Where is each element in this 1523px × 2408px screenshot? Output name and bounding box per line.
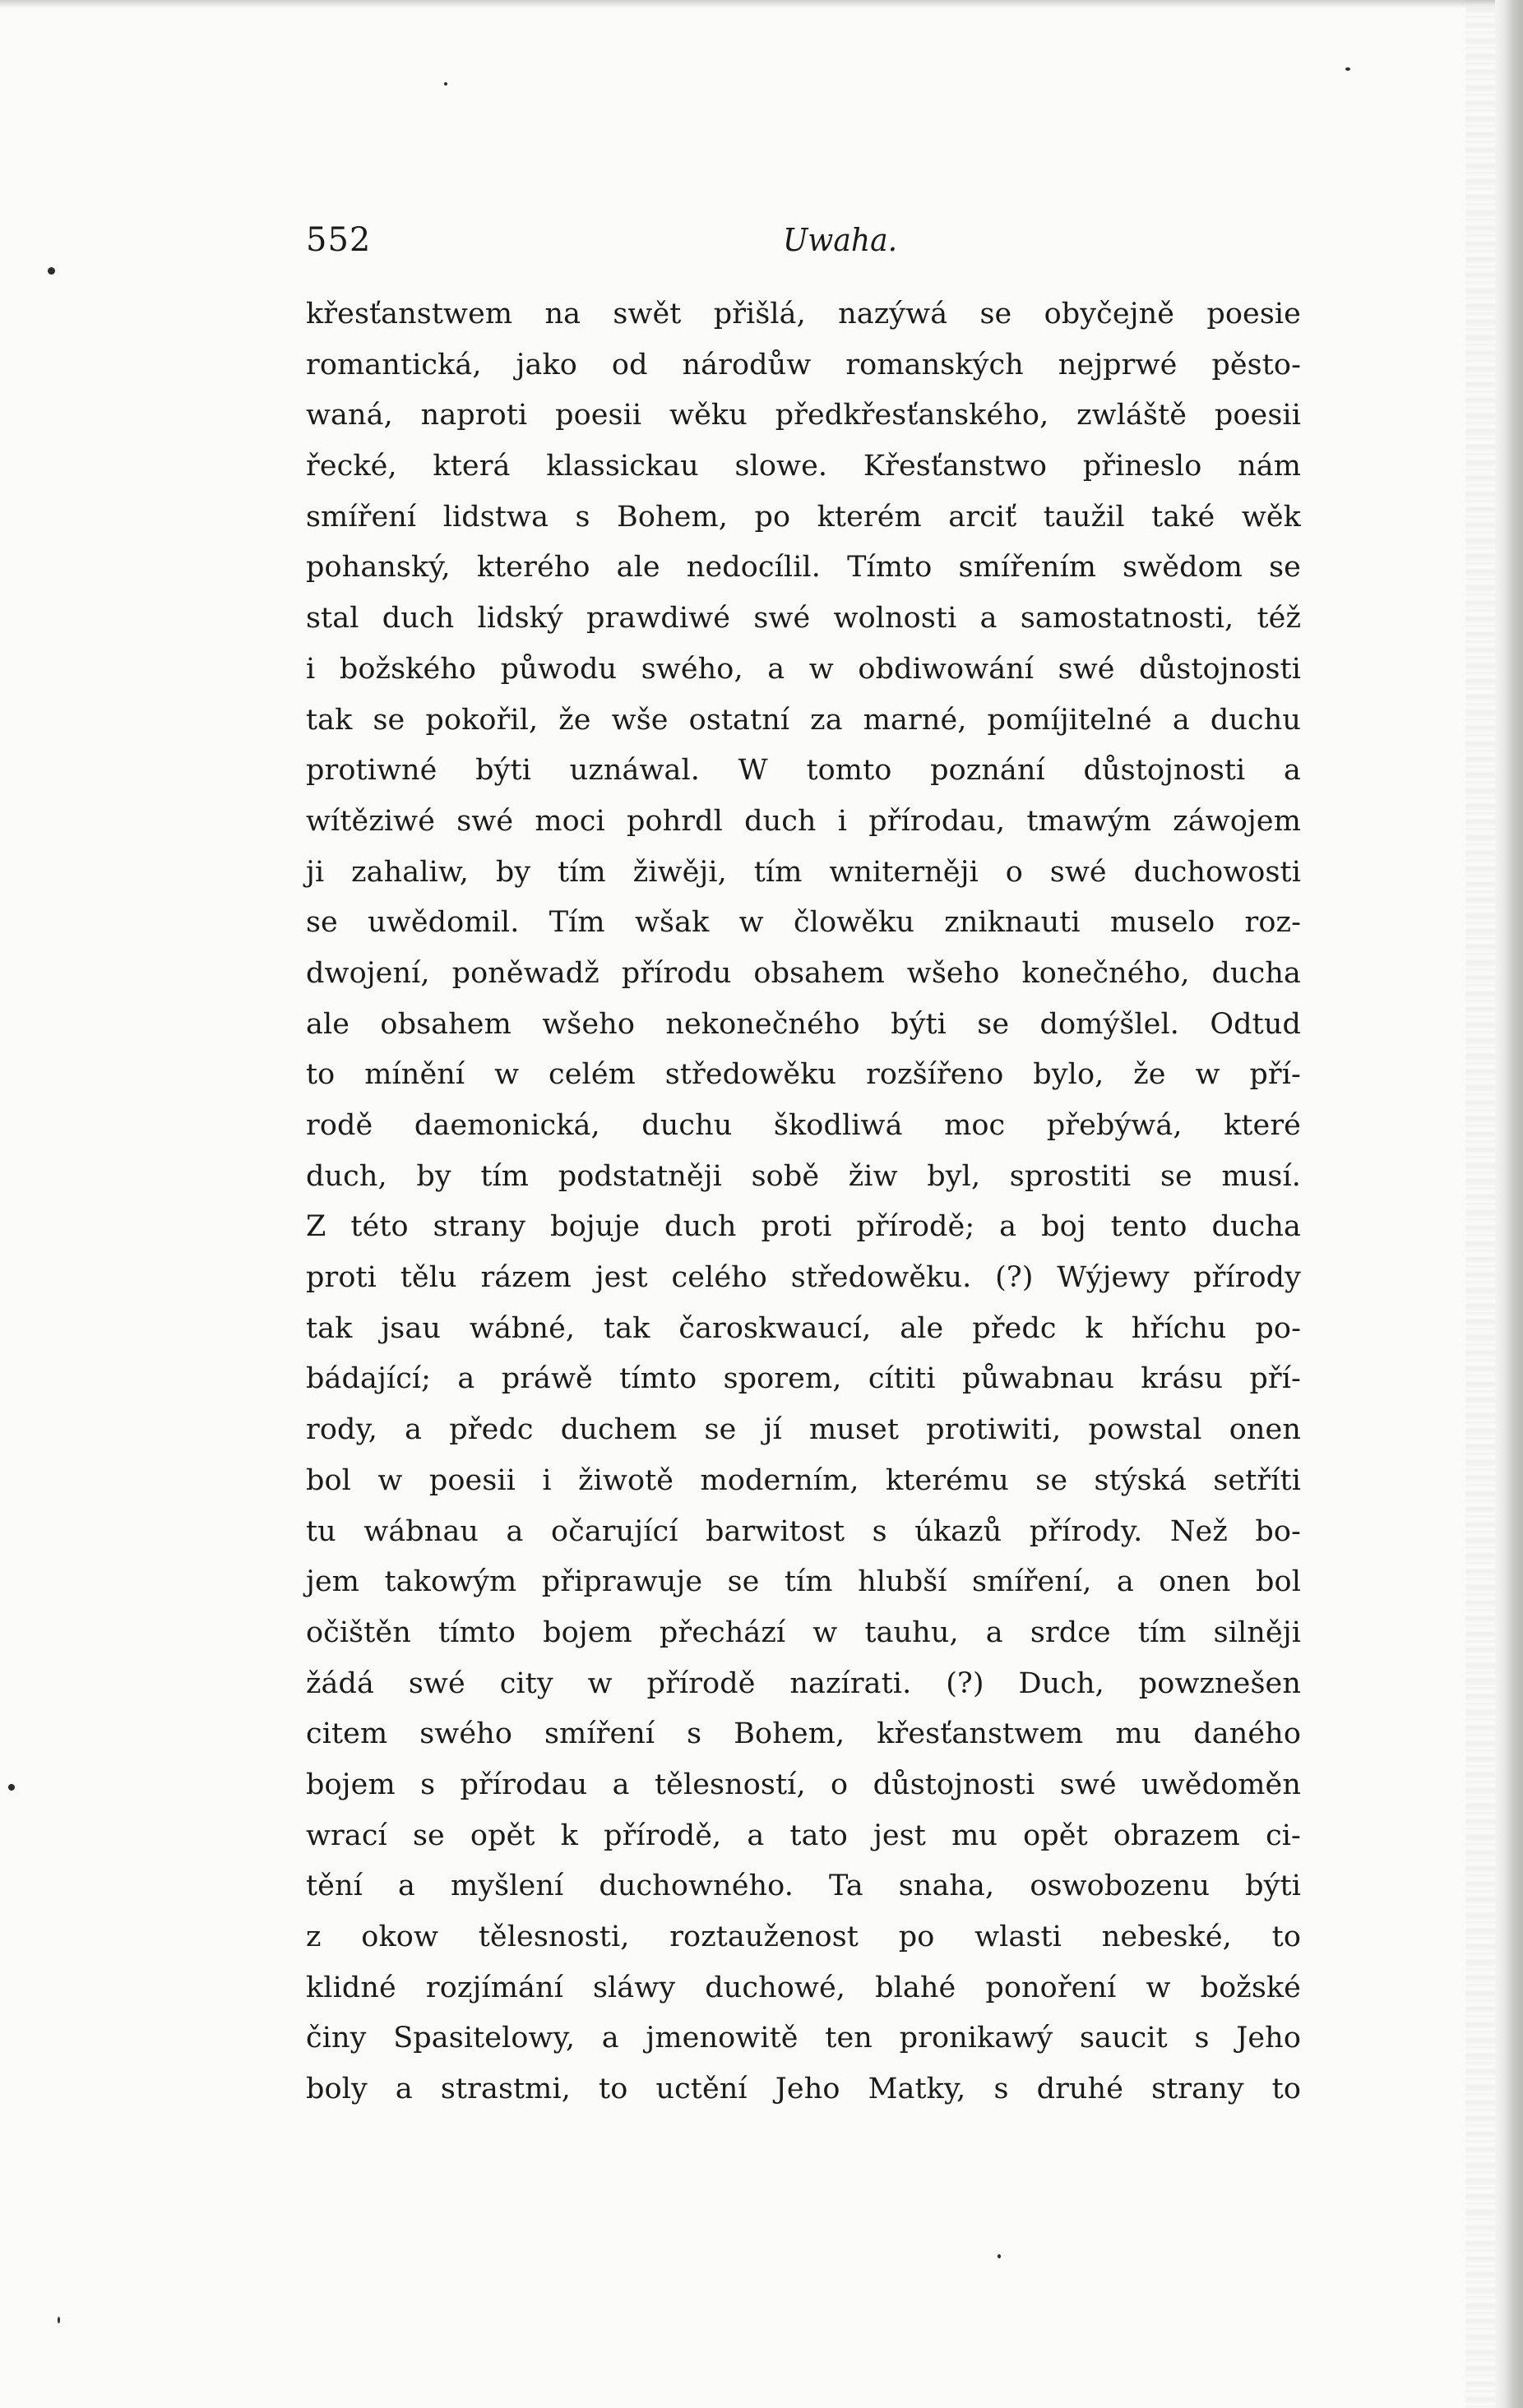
text-line: tění a myšlení duchowného. Ta snaha, oswobozenu býti [306,1870,1301,1903]
text-line: rody, a předc duchem se jí muset protiwiti, powstal onen [306,1413,1301,1447]
text-line: rodě daemonická, duchu škodliwá moc přebýwá, které [306,1109,1301,1142]
text-line: stal duch lidský prawdiwé swé wolnosti a samostatnosti, též [306,602,1301,636]
text-line: ji zahaliw, by tím žiwěji, tím wniterněji o swé duchowosti [306,855,1301,889]
text-line: i božského půwodu swého, a w obdiwowání swé důstojnosti [306,652,1301,686]
text-line: tak se pokořil, že wše ostatní za marné, pomíjitelné a duchu [306,703,1301,737]
text-line: bojem s přírodau a tělesností, o důstojnosti swé uwědoměn [306,1768,1301,1801]
text-line: tu wábnau a očarující barwitost s úkazů přírody. Než bo- [306,1514,1301,1548]
scan-speck [48,267,55,275]
page-gutter-shadow [1465,0,1495,2408]
scan-speck [998,2254,1001,2258]
text-line: pohanský, kterého ale nedocílil. Tímto smířením swědom se [306,551,1301,585]
text-line: řecké, která klassickau slowe. Křesťanstwo přineslo nám [306,450,1301,483]
text-line: citem swého smíření s Bohem, křesťanstwem mu daného [306,1717,1301,1751]
text-line: wrací se opět k přírodě, a tato jest mu opět obrazem ci- [306,1819,1301,1852]
page-right-edge [1495,0,1523,2408]
text-line: romantická, jako od národůw romanských nejprwé pěsto- [306,348,1301,381]
page-header [306,220,1301,261]
text-line: protiwné býti uznáwal. W tomto poznání důstojnosti a [306,754,1301,788]
page-top-edge [0,0,1523,8]
text-line: křesťanstwem na swět přišlá, nazýwá se obyčejně poesie [306,298,1301,330]
text-line: waná, naproti poesii wěku předkřesťanského, zwláště poesii [306,399,1301,432]
text-line: wítěziwé swé moci pohrdl duch i přírodau, tmawým záwojem [306,804,1301,838]
text-line: činy Spasitelowy, a jmenowitě ten pronikawý saucit s Jeho [306,2022,1301,2055]
text-line: boly a strastmi, to uctění Jeho Matky, s druhé strany to [306,2073,1301,2106]
text-line: klidné rozjímání sláwy duchowé, blahé ponoření w božské [306,1971,1301,2004]
text-line: proti tělu rázem jest celého středowěku. (?) Wýjewy přírody [306,1261,1301,1295]
text-line: tak jsau wábné, tak čaroskwaucí, ale předc k hříchu po- [306,1311,1301,1345]
body-text [306,289,1301,2115]
text-line: dwojení, poněwadž přírodu obsahem wšeho konečného, ducha [306,956,1301,990]
text-line: žádá swé city w přírodě nazírati. (?) Duch, powznešen [306,1666,1301,1700]
text-line: jem takowým připrawuje se tím hlubší smíření, a onen bol [306,1565,1301,1599]
scan-speck [8,1784,15,1791]
page-number: 552 [306,221,372,259]
text-line: očištěn tímto bojem přechází w tauhu, a srdce tím silněji [306,1615,1301,1649]
text-line: z okow tělesnosti, roztauženost po wlasti nebeské, to [306,1920,1301,1953]
running-head: Uwaha. [783,222,898,258]
text-line: duch, by tím podstatněji sobě žiw byl, sprostiti se musí. [306,1159,1301,1193]
text-line: to mínění w celém středowěku rozšířeno bylo, že w pří- [306,1058,1301,1092]
text-line: bádající; a práwě tímto sporem, cítiti půwabnau krásu pří- [306,1362,1301,1396]
text-line: bol w poesii i žiwotě moderním, kterému se stýská setříti [306,1463,1301,1497]
scan-speck [1345,67,1350,71]
text-line: Z této strany bojuje duch proti přírodě; a boj tento ducha [306,1210,1301,1244]
text-line: ale obsahem wšeho nekonečného býti se domýšlel. Odtud [306,1007,1301,1041]
text-line: smíření lidstwa s Bohem, po kterém arciť taužil také wěk [306,500,1301,534]
scan-speck [58,2317,60,2323]
scan-speck [444,82,447,86]
text-line: se uwědomil. Tím wšak w člowěku zniknauti muselo roz- [306,906,1301,940]
